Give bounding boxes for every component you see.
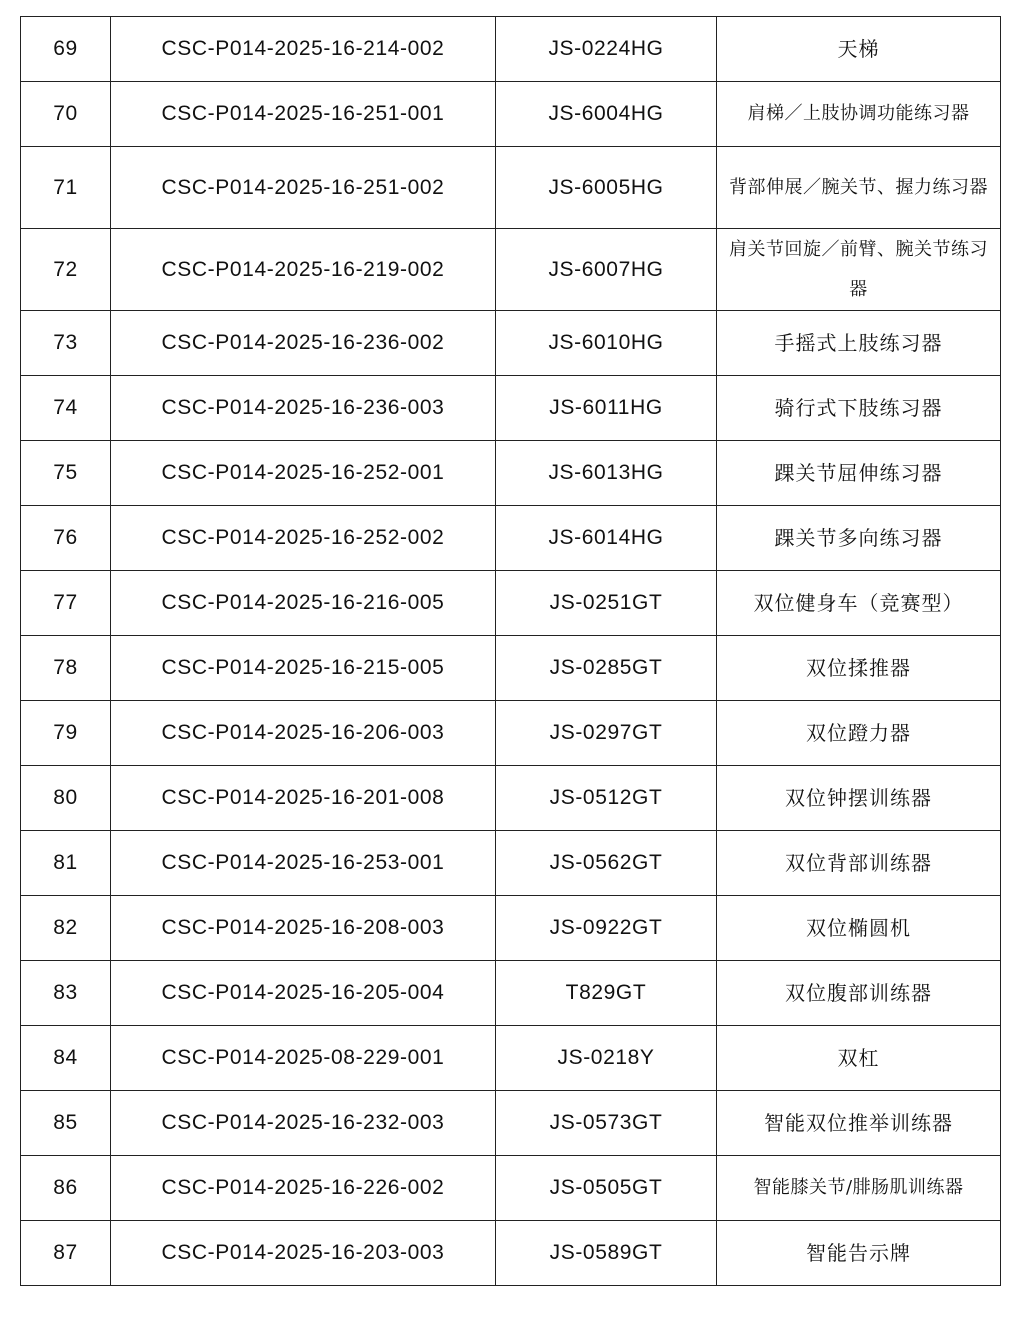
product-model: JS-0251GT xyxy=(496,571,717,636)
table-row xyxy=(21,571,1001,636)
product-name: 双位腹部训练器 xyxy=(717,961,1001,1026)
table-row xyxy=(21,17,1001,82)
row-index: 81 xyxy=(21,831,111,896)
table-row xyxy=(21,147,1001,229)
product-name: 天梯 xyxy=(717,17,1001,82)
table-row xyxy=(21,506,1001,571)
table-row xyxy=(21,82,1001,147)
product-name: 肩梯／上肢协调功能练习器 xyxy=(717,82,1001,147)
table-row xyxy=(21,701,1001,766)
product-model: JS-6010HG xyxy=(496,311,717,376)
product-name: 双位健身车（竞赛型） xyxy=(717,571,1001,636)
table-row xyxy=(21,311,1001,376)
table-row xyxy=(21,766,1001,831)
certificate-table-page xyxy=(20,16,1000,1286)
product-model: JS-0512GT xyxy=(496,766,717,831)
product-name: 双杠 xyxy=(717,1026,1001,1091)
certificate-number: CSC-P014-2025-16-215-005 xyxy=(111,636,496,701)
certificate-number: CSC-P014-2025-16-205-004 xyxy=(111,961,496,1026)
table-row xyxy=(21,1026,1001,1091)
certificate-number: CSC-P014-2025-16-219-002 xyxy=(111,229,496,311)
row-index: 83 xyxy=(21,961,111,1026)
product-name: 背部伸展／腕关节、握力练习器 xyxy=(717,147,1001,229)
table-row xyxy=(21,831,1001,896)
row-index: 73 xyxy=(21,311,111,376)
table-body xyxy=(21,17,1001,1286)
product-model: JS-0505GT xyxy=(496,1156,717,1221)
product-name: 双位背部训练器 xyxy=(717,831,1001,896)
product-name: 双位椭圆机 xyxy=(717,896,1001,961)
certificate-number: CSC-P014-2025-16-206-003 xyxy=(111,701,496,766)
product-name: 智能膝关节/腓肠肌训练器 xyxy=(717,1156,1001,1221)
product-model: JS-0224HG xyxy=(496,17,717,82)
certificate-number: CSC-P014-2025-16-236-002 xyxy=(111,311,496,376)
certificate-number: CSC-P014-2025-16-236-003 xyxy=(111,376,496,441)
product-name: 双位蹬力器 xyxy=(717,701,1001,766)
product-name: 踝关节屈伸练习器 xyxy=(717,441,1001,506)
product-model: JS-0285GT xyxy=(496,636,717,701)
certificate-number: CSC-P014-2025-16-252-001 xyxy=(111,441,496,506)
product-model: JS-0297GT xyxy=(496,701,717,766)
product-model: JS-0573GT xyxy=(496,1091,717,1156)
product-model: JS-6007HG xyxy=(496,229,717,311)
product-model: JS-0589GT xyxy=(496,1221,717,1286)
table-row xyxy=(21,1091,1001,1156)
certificate-number: CSC-P014-2025-16-253-001 xyxy=(111,831,496,896)
row-index: 72 xyxy=(21,229,111,311)
row-index: 86 xyxy=(21,1156,111,1221)
certificate-number: CSC-P014-2025-16-201-008 xyxy=(111,766,496,831)
product-model: JS-0218Y xyxy=(496,1026,717,1091)
row-index: 76 xyxy=(21,506,111,571)
row-index: 70 xyxy=(21,82,111,147)
table-row xyxy=(21,636,1001,701)
certificate-number: CSC-P014-2025-16-203-003 xyxy=(111,1221,496,1286)
certificate-number: CSC-P014-2025-16-216-005 xyxy=(111,571,496,636)
table-row xyxy=(21,961,1001,1026)
row-index: 69 xyxy=(21,17,111,82)
row-index: 77 xyxy=(21,571,111,636)
product-model: JS-0562GT xyxy=(496,831,717,896)
table-row xyxy=(21,1156,1001,1221)
certificate-table xyxy=(20,16,1001,1286)
row-index: 80 xyxy=(21,766,111,831)
product-model: T829GT xyxy=(496,961,717,1026)
row-index: 84 xyxy=(21,1026,111,1091)
certificate-number: CSC-P014-2025-16-214-002 xyxy=(111,17,496,82)
certificate-number: CSC-P014-2025-16-252-002 xyxy=(111,506,496,571)
row-index: 79 xyxy=(21,701,111,766)
certificate-number: CSC-P014-2025-16-251-002 xyxy=(111,147,496,229)
product-name: 智能双位推举训练器 xyxy=(717,1091,1001,1156)
product-model: JS-6004HG xyxy=(496,82,717,147)
row-index: 82 xyxy=(21,896,111,961)
certificate-number: CSC-P014-2025-16-208-003 xyxy=(111,896,496,961)
product-model: JS-6014HG xyxy=(496,506,717,571)
row-index: 71 xyxy=(21,147,111,229)
product-name: 骑行式下肢练习器 xyxy=(717,376,1001,441)
certificate-number: CSC-P014-2025-08-229-001 xyxy=(111,1026,496,1091)
product-name: 智能告示牌 xyxy=(717,1221,1001,1286)
table-row xyxy=(21,376,1001,441)
product-model: JS-0922GT xyxy=(496,896,717,961)
product-name: 手摇式上肢练习器 xyxy=(717,311,1001,376)
table-row xyxy=(21,896,1001,961)
row-index: 74 xyxy=(21,376,111,441)
product-name: 肩关节回旋／前臂、腕关节练习器 xyxy=(717,229,1001,311)
product-name: 双位钟摆训练器 xyxy=(717,766,1001,831)
product-model: JS-6013HG xyxy=(496,441,717,506)
product-name: 踝关节多向练习器 xyxy=(717,506,1001,571)
certificate-number: CSC-P014-2025-16-232-003 xyxy=(111,1091,496,1156)
table-row xyxy=(21,441,1001,506)
table-row xyxy=(21,229,1001,311)
certificate-number: CSC-P014-2025-16-251-001 xyxy=(111,82,496,147)
row-index: 85 xyxy=(21,1091,111,1156)
row-index: 75 xyxy=(21,441,111,506)
row-index: 78 xyxy=(21,636,111,701)
row-index: 87 xyxy=(21,1221,111,1286)
product-name: 双位揉推器 xyxy=(717,636,1001,701)
certificate-number: CSC-P014-2025-16-226-002 xyxy=(111,1156,496,1221)
product-model: JS-6005HG xyxy=(496,147,717,229)
table-row xyxy=(21,1221,1001,1286)
product-model: JS-6011HG xyxy=(496,376,717,441)
